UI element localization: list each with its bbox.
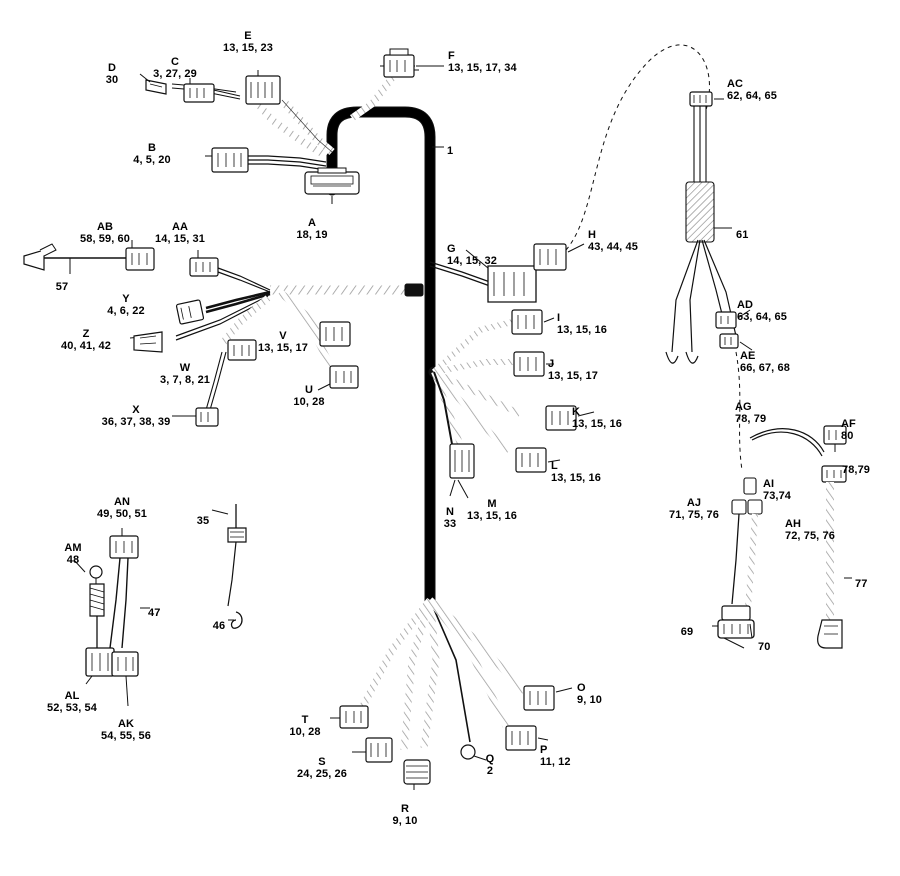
- callout-part-numbers: 49, 50, 51: [97, 508, 147, 520]
- callout-code: Q: [485, 753, 495, 765]
- callout-j: [548, 358, 598, 382]
- callout-aj: [669, 497, 719, 521]
- callout-code: C: [170, 56, 180, 68]
- callout-code: AF: [841, 418, 856, 430]
- callout-part-numbers: 63, 64, 65: [737, 311, 787, 323]
- callout-x: [102, 404, 171, 428]
- callout-e: [223, 30, 273, 54]
- callout-code: B: [147, 142, 157, 154]
- callout-h: [588, 229, 638, 253]
- callout-code: E: [244, 30, 252, 42]
- callout-p: [540, 744, 571, 768]
- callout-code: L: [551, 460, 558, 472]
- callout-code: AE: [740, 350, 756, 362]
- callout-part-numbers: 9, 10: [392, 815, 418, 827]
- callout-al: [47, 690, 97, 714]
- callout-o: [577, 682, 602, 706]
- callout-i: [557, 312, 607, 336]
- callout-code: AN: [113, 496, 131, 508]
- callout-code: Y: [122, 293, 130, 305]
- callout-an: [97, 496, 147, 520]
- callout-part-numbers: 52, 53, 54: [47, 702, 97, 714]
- callout-part-numbers: 36, 37, 38, 39: [101, 416, 171, 428]
- callout-ad: [737, 299, 787, 323]
- callout-part-numbers: 14, 15, 31: [155, 233, 205, 245]
- callout-code: D: [107, 62, 117, 74]
- callout-af: [841, 418, 856, 442]
- callout-part-numbers: 9, 10: [577, 694, 602, 706]
- callout-part-numbers: 11, 12: [540, 756, 571, 768]
- callout-code: AI: [763, 478, 775, 490]
- callout-part-numbers: 33: [443, 518, 457, 530]
- callout-part-numbers: 13, 15, 17: [548, 370, 598, 382]
- callout-code: R: [400, 803, 410, 815]
- callout-part-numbers: 43, 44, 45: [588, 241, 638, 253]
- callout-n: [444, 506, 456, 530]
- callout-u: [293, 384, 324, 408]
- callout-code: AL: [64, 690, 80, 702]
- callout-part-numbers: 2: [486, 765, 494, 777]
- leader-number-n77: 77: [855, 578, 868, 590]
- callout-code: S: [318, 756, 326, 768]
- leader-number-n35: 35: [196, 515, 210, 527]
- callout-code: Z: [82, 328, 90, 340]
- leader-number-n46: 46: [212, 620, 226, 632]
- callout-part-numbers: 4, 5, 20: [133, 154, 171, 166]
- callout-ai: [763, 478, 791, 502]
- callout-code: U: [304, 384, 314, 396]
- leader-number-n61: 61: [736, 229, 749, 241]
- callout-code: H: [588, 229, 597, 241]
- callout-code: AC: [727, 78, 744, 90]
- callout-w: [160, 362, 210, 386]
- callout-code: X: [132, 404, 140, 416]
- callout-am: [64, 542, 81, 566]
- callout-a: [296, 217, 327, 241]
- callout-y: [107, 293, 145, 317]
- callout-part-numbers: 13, 15, 23: [223, 42, 273, 54]
- callout-part-numbers: 73,74: [763, 490, 792, 502]
- callout-ah: [785, 518, 835, 542]
- callout-code: AG: [735, 401, 752, 413]
- callout-d: [106, 62, 118, 86]
- callout-part-numbers: 62, 64, 65: [727, 90, 777, 102]
- leader-number-n1: 1: [447, 145, 454, 157]
- callout-code: K: [572, 406, 581, 418]
- callout-part-numbers: 66, 67, 68: [740, 362, 790, 374]
- callout-code: N: [445, 506, 455, 518]
- callout-k: [572, 406, 622, 430]
- callout-code: AK: [117, 718, 135, 730]
- callout-code: AB: [96, 221, 114, 233]
- callout-part-numbers: 13, 15, 16: [557, 324, 607, 336]
- leader-number-n57: 57: [55, 281, 69, 293]
- callout-z: [61, 328, 111, 352]
- callout-code: M: [487, 498, 497, 510]
- leader-number-n69: 69: [680, 626, 694, 638]
- callout-part-numbers: 13, 15, 16: [572, 418, 622, 430]
- callout-code: A: [307, 217, 317, 229]
- callout-part-numbers: 80: [841, 430, 854, 442]
- callout-ak: [101, 718, 151, 742]
- callout-aa: [155, 221, 205, 245]
- callout-part-numbers: 13, 15, 16: [467, 510, 517, 522]
- leader-number-n7879: 78,79: [842, 464, 871, 476]
- callout-r: [393, 803, 418, 827]
- callout-ae: [740, 350, 790, 374]
- callout-c: [153, 56, 197, 80]
- callout-q: [486, 753, 495, 777]
- callout-part-numbers: 13, 15, 17, 34: [448, 62, 517, 74]
- callout-ab: [80, 221, 130, 245]
- callout-part-numbers: 13, 15, 17: [258, 342, 308, 354]
- callout-code: AA: [171, 221, 189, 233]
- leader-number-n70: 70: [758, 641, 771, 653]
- leader-number-n47: 47: [148, 607, 161, 619]
- callout-code: J: [548, 358, 555, 370]
- callout-code: I: [557, 312, 561, 324]
- callout-part-numbers: 3, 27, 29: [153, 68, 197, 80]
- callout-v: [258, 330, 308, 354]
- callout-code: AM: [64, 542, 82, 554]
- callout-part-numbers: 18, 19: [296, 229, 328, 241]
- callout-part-numbers: 13, 15, 16: [551, 472, 601, 484]
- callout-part-numbers: 58, 59, 60: [80, 233, 130, 245]
- callout-part-numbers: 4, 6, 22: [107, 305, 145, 317]
- callout-code: W: [179, 362, 191, 374]
- callout-part-numbers: 30: [105, 74, 119, 86]
- callout-ac: [727, 78, 777, 102]
- callout-code: G: [447, 243, 456, 255]
- callout-part-numbers: 78, 79: [735, 413, 767, 425]
- callout-l: [551, 460, 601, 484]
- callout-code: AJ: [686, 497, 702, 509]
- callout-t: [289, 714, 320, 738]
- callout-code: T: [301, 714, 309, 726]
- callout-code: AD: [737, 299, 754, 311]
- callout-part-numbers: 10, 28: [289, 726, 321, 738]
- callout-part-numbers: 48: [66, 554, 80, 566]
- callout-code: O: [577, 682, 586, 694]
- callout-ag: [735, 401, 766, 425]
- callout-f: [448, 50, 517, 74]
- callout-code: P: [540, 744, 548, 756]
- callout-part-numbers: 10, 28: [293, 396, 325, 408]
- callout-part-numbers: 14, 15, 32: [447, 255, 497, 267]
- callout-code: AH: [785, 518, 802, 530]
- callout-part-numbers: 54, 55, 56: [101, 730, 151, 742]
- callout-m: [467, 498, 517, 522]
- callout-b: [133, 142, 171, 166]
- callout-part-numbers: 3, 7, 8, 21: [159, 374, 211, 386]
- callout-part-numbers: 72, 75, 76: [785, 530, 835, 542]
- callout-g: [447, 243, 497, 267]
- callout-code: V: [279, 330, 287, 342]
- callout-code: F: [448, 50, 455, 62]
- callout-part-numbers: 24, 25, 26: [297, 768, 347, 780]
- callout-part-numbers: 40, 41, 42: [61, 340, 111, 352]
- callout-part-numbers: 71, 75, 76: [669, 509, 719, 521]
- callout-s: [297, 756, 347, 780]
